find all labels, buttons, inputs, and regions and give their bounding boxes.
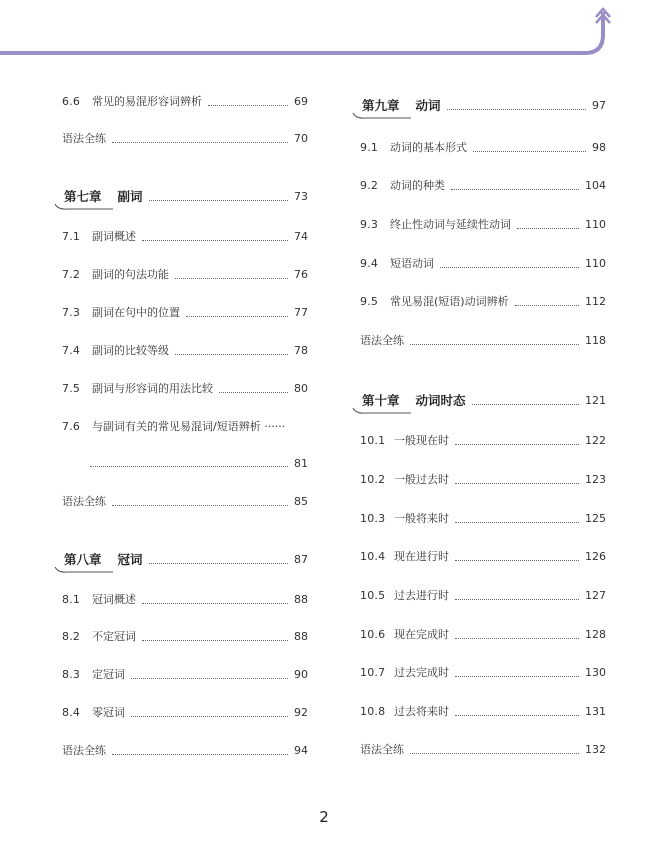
chapter-title: 动词时态 <box>415 393 466 408</box>
toc-entry[interactable]: 8.3 定冠词 90 <box>62 668 308 681</box>
toc-entry[interactable]: 7.1 副词概述 74 <box>62 230 308 243</box>
toc-entry[interactable]: 8.1 冠词概述 88 <box>62 593 308 606</box>
chapter-underline-swoosh <box>352 407 412 415</box>
toc-entry-practice[interactable]: 语法全练 132 <box>360 743 606 756</box>
chapter-underline-swoosh <box>54 203 114 211</box>
chapter-heading-7[interactable]: 第七章 副词 73 <box>62 185 308 207</box>
toc-entry[interactable]: 10.7 过去完成时 130 <box>360 666 606 679</box>
toc-entry[interactable]: 8.2 不定冠词 88 <box>62 630 308 643</box>
chapter-label: 第八章 <box>64 552 102 567</box>
toc-entry[interactable]: 9.2 动词的种类 104 <box>360 179 606 192</box>
chapter-title: 冠词 <box>117 552 143 567</box>
toc-entry[interactable]: 10.4 现在进行时 126 <box>360 550 606 563</box>
toc-entry[interactable]: 10.2 一般过去时 123 <box>360 473 606 486</box>
chapter-heading-10[interactable]: 第十章 动词时态 121 <box>360 389 606 411</box>
toc-entry[interactable]: 6.6 常见的易混形容词辨析 69 <box>62 95 308 108</box>
header-curve-decoration <box>0 0 648 60</box>
chapter-heading-8[interactable]: 第八章 冠词 87 <box>62 548 308 570</box>
chapter-heading-9[interactable]: 第九章 动词 97 <box>360 94 606 116</box>
toc-entry[interactable]: 10.3 一般将来时 125 <box>360 512 606 525</box>
toc-entry-continuation[interactable]: 81 <box>90 457 308 470</box>
toc-entry-practice[interactable]: 语法全练 118 <box>360 334 606 347</box>
toc-entry[interactable]: 10.8 过去将来时 131 <box>360 705 606 718</box>
toc-entry[interactable]: 10.6 现在完成时 128 <box>360 628 606 641</box>
toc-entry[interactable]: 7.6 与副词有关的常见易混词/短语辨析 ······ <box>62 420 286 433</box>
toc-entry[interactable]: 9.5 常见易混(短语)动词辨析 112 <box>360 295 606 308</box>
toc-entry[interactable]: 9.4 短语动词 110 <box>360 257 606 270</box>
toc-entry[interactable]: 10.5 过去进行时 127 <box>360 589 606 602</box>
toc-entry-practice[interactable]: 语法全练 85 <box>62 495 308 508</box>
chapter-label: 第九章 <box>362 98 400 113</box>
toc-entry[interactable]: 7.5 副词与形容词的用法比较 80 <box>62 382 308 395</box>
chapter-title: 副词 <box>117 189 143 204</box>
chapter-title: 动词 <box>415 98 441 113</box>
toc-entry[interactable]: 9.3 终止性动词与延续性动词 110 <box>360 218 606 231</box>
chapter-underline-swoosh <box>352 112 412 120</box>
toc-entry[interactable]: 8.4 零冠词 92 <box>62 706 308 719</box>
chapter-underline-swoosh <box>54 566 114 574</box>
toc-entry[interactable]: 7.2 副词的句法功能 76 <box>62 268 308 281</box>
toc-entry[interactable]: 9.1 动词的基本形式 98 <box>360 141 606 154</box>
toc-entry[interactable]: 7.4 副词的比较等级 78 <box>62 344 308 357</box>
toc-entry[interactable]: 10.1 一般现在时 122 <box>360 434 606 447</box>
page-number: 2 <box>319 808 329 826</box>
toc-entry[interactable]: 7.3 副词在句中的位置 77 <box>62 306 308 319</box>
toc-entry-practice[interactable]: 语法全练 94 <box>62 744 308 757</box>
toc-entry-practice[interactable]: 语法全练 70 <box>62 132 308 145</box>
chapter-label: 第七章 <box>64 189 102 204</box>
chapter-label: 第十章 <box>362 393 400 408</box>
